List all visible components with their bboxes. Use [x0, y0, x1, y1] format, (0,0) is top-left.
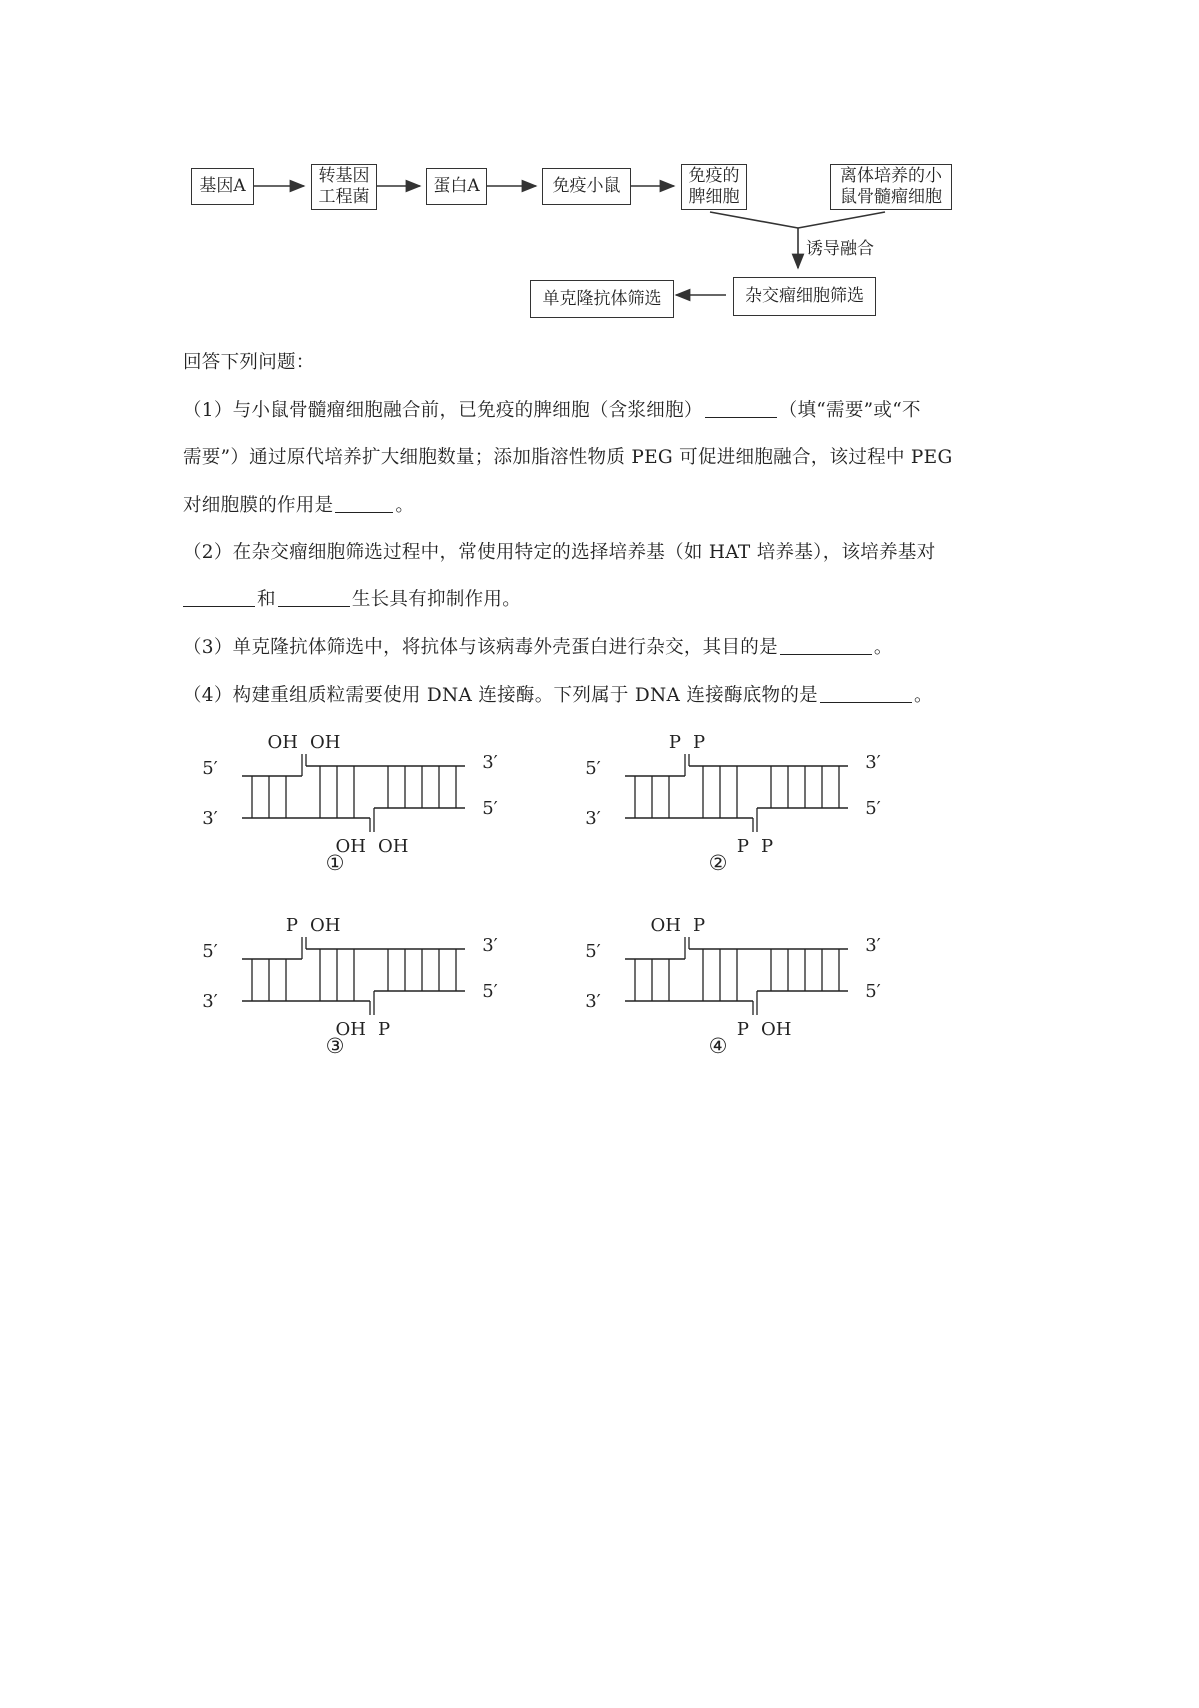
three-prime-label-bottom: 3′ — [202, 991, 218, 1012]
spleen-cell-box — [681, 164, 747, 210]
myeloma-cell-box — [830, 164, 952, 210]
option-number-label: ② — [708, 851, 728, 875]
dna-option-4[interactable] — [583, 913, 893, 1067]
q4-line — [183, 683, 933, 709]
dna-diagram — [583, 730, 893, 880]
q2-blank1[interactable] — [183, 588, 255, 607]
five-prime-label-top: 5′ — [202, 758, 218, 779]
q2-mid: 和 — [257, 589, 276, 610]
transgenic-line2: 工程菌 — [318, 187, 370, 207]
three-prime-label-top: 3′ — [865, 935, 881, 956]
dna-diagram — [200, 730, 510, 880]
bottom-left-end-group: OH — [335, 1019, 366, 1040]
q1-line3 — [183, 493, 414, 519]
top-left-end-group: P — [285, 915, 298, 936]
option-number-label: ③ — [325, 1034, 345, 1058]
bottom-right-end-group: P — [378, 1019, 391, 1040]
five-prime-label-bottom: 5′ — [865, 798, 881, 819]
five-prime-label-top: 5′ — [585, 758, 601, 779]
top-left-end-group: OH — [267, 732, 298, 753]
five-prime-label-bottom: 5′ — [482, 798, 498, 819]
myeloma-line1: 离体培养的小 — [840, 166, 942, 186]
option-number-label: ① — [325, 851, 345, 875]
three-prime-label-bottom: 3′ — [585, 808, 601, 829]
three-prime-label-top: 3′ — [482, 935, 498, 956]
hybridoma-screen-box — [733, 277, 876, 316]
immunized-mouse-label: 免疫小鼠 — [552, 176, 621, 196]
q1-blank1[interactable] — [705, 399, 777, 418]
q3-line — [183, 635, 893, 661]
q3-text: （3）单克隆抗体筛选中，将抗体与该病毒外壳蛋白进行杂交，其目的是 — [183, 637, 778, 658]
five-prime-label-top: 5′ — [585, 941, 601, 962]
induce-fusion-label: 诱导融合 — [806, 239, 874, 259]
option-number-label: ④ — [708, 1034, 728, 1058]
spleen-line2: 脾细胞 — [688, 187, 740, 207]
q1-line3-text: 对细胞膜的作用是 — [183, 495, 334, 516]
immunized-mouse-box — [542, 168, 631, 205]
q1-line1 — [183, 398, 921, 424]
bottom-left-end-group: P — [736, 836, 749, 857]
gene-a-label: 基因A — [199, 176, 246, 196]
five-prime-label-bottom: 5′ — [482, 981, 498, 1002]
top-right-end-group: P — [693, 732, 706, 753]
dna-option-1[interactable] — [200, 730, 510, 884]
q1-blank2[interactable] — [335, 494, 393, 513]
q4-blank[interactable] — [820, 684, 912, 703]
q2-blank2[interactable] — [278, 588, 350, 607]
top-right-end-group: OH — [310, 915, 341, 936]
q3-end: 。 — [873, 637, 893, 658]
q1-part1: （1）与小鼠骨髓瘤细胞融合前，已免疫的脾细胞（含浆细胞） — [183, 400, 703, 421]
q2-end: 生长具有抑制作用。 — [351, 589, 522, 610]
protein-a-box — [426, 168, 487, 205]
hybridoma-screen-label: 杂交瘤细胞筛选 — [745, 286, 864, 306]
myeloma-line2: 鼠骨髓瘤细胞 — [840, 187, 942, 207]
spleen-line1: 免疫的 — [688, 166, 740, 186]
q1-line2: 需要”）通过原代培养扩大细胞数量；添加脂溶性物质 PEG 可促进细胞融合，该过程中 PEG — [183, 447, 953, 468]
q2-line1: （2）在杂交瘤细胞筛选过程中，常使用特定的选择培养基（如 HAT 培养基），该培养基对 — [183, 542, 936, 563]
mab-screen-box — [530, 280, 674, 318]
bottom-left-end-group: OH — [335, 836, 366, 857]
bottom-right-end-group: P — [761, 836, 774, 857]
intro-line: 回答下列问题： — [183, 352, 315, 373]
q1-end: 。 — [395, 495, 415, 516]
three-prime-label-top: 3′ — [865, 752, 881, 773]
mab-screen-label: 单克隆抗体筛选 — [542, 288, 662, 309]
bottom-right-end-group: OH — [378, 836, 409, 857]
protein-a-label: 蛋白A — [433, 176, 480, 196]
gene-a-box — [191, 168, 254, 205]
dna-diagram — [200, 913, 510, 1063]
q4-text: （4）构建重组质粒需要使用 DNA 连接酶。下列属于 DNA 连接酶底物的是 — [183, 685, 818, 706]
top-right-end-group: P — [693, 915, 706, 936]
dna-option-3[interactable] — [200, 913, 510, 1067]
transgenic-line1: 转基因 — [318, 166, 370, 186]
dna-diagram — [583, 913, 893, 1063]
three-prime-label-bottom: 3′ — [585, 991, 601, 1012]
three-prime-label-top: 3′ — [482, 752, 498, 773]
five-prime-label-top: 5′ — [202, 941, 218, 962]
top-right-end-group: OH — [310, 732, 341, 753]
transgenic-bacteria-box — [311, 164, 377, 210]
bottom-right-end-group: OH — [761, 1019, 792, 1040]
bottom-left-end-group: P — [736, 1019, 749, 1040]
q1-part2: （填“需要”或“不 — [778, 400, 921, 421]
top-left-end-group: OH — [650, 915, 681, 936]
q4-end: 。 — [913, 685, 933, 706]
five-prime-label-bottom: 5′ — [865, 981, 881, 1002]
dna-option-2[interactable] — [583, 730, 893, 884]
q3-blank[interactable] — [780, 636, 872, 655]
three-prime-label-bottom: 3′ — [202, 808, 218, 829]
q2-line2 — [183, 587, 521, 613]
top-left-end-group: P — [668, 732, 681, 753]
